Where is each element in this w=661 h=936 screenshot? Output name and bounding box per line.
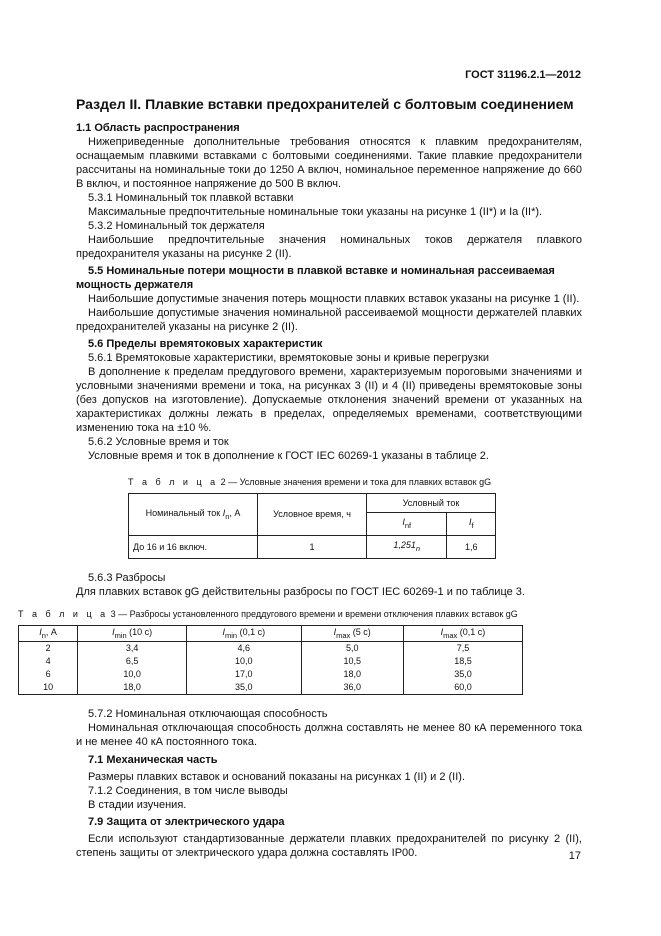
table-3-header-rest: (0,1 с) [237, 626, 266, 637]
table-3-caption-text: 3 — Разбросы установленного преддугового времени и времени отключения плавких вставок gG [110, 608, 518, 619]
table-3-header-symbol: I [112, 626, 115, 637]
table-3-cell: 4 [19, 655, 78, 668]
heading-5-6: 5.6 Пределы времятоковых характеристик [88, 338, 323, 350]
table-3 [18, 625, 523, 696]
table-3-cell: 18,0 [78, 681, 187, 695]
paragraph-5-5-b: Наибольшие допустимые значения номинальной рассеиваемой мощности держателей плавких предохранителей указаны на рисунке 2 (II). [76, 307, 582, 333]
page-number: 17 [568, 850, 581, 862]
table-3-header-cell [403, 625, 522, 642]
paragraph-5-6-2: Условные время и ток в дополнение к ГОСТ IEC 60269-1 указаны в таблице 2. [88, 450, 489, 462]
table-3-cell: 6,5 [78, 655, 187, 668]
table-3-body [19, 642, 523, 695]
paragraph-1-1: Нижеприведенные дополнительные требования относятся к плавким предохранителям, оснащаемым плавкими вставками с болтовыми соединениями. Такие плавкие предохранители рассчитаны на номинальные токи до 1250 А включ, номинальное переменное напряжение до 660 В включ, и постоянное напряжение до 500 В включ. [76, 136, 582, 190]
table-3-header-cell [78, 625, 187, 642]
table-2-header-inf [367, 513, 447, 536]
heading-5-6-3: 5.6.3 Разбросы [88, 571, 166, 584]
table-3-header-cell [19, 625, 78, 642]
paragraph-7-9: Если используют стандартизованные держатели плавких предохранителей по рисунку 2 (II), степень защиты от электрического удара должна составлять IP00. [76, 833, 582, 860]
table-2-header-if-symbol: I [468, 517, 472, 527]
paragraph-5-5-a: Наибольшие допустимые значения потерь мощности плавких вставок указаны на рисунке 1 (II). [88, 293, 580, 305]
table-2-header-current-unit: , А [229, 507, 241, 518]
table-3-cell: 35,0 [403, 668, 522, 681]
table-3-cell: 17,0 [187, 668, 301, 681]
table-3-header-cell [187, 625, 301, 642]
table-2-header-inf-symbol: I [402, 517, 405, 527]
table-2-header-if-sub: f [471, 520, 474, 530]
table-2-header-inf-sub: nf [404, 520, 412, 530]
table-2-header-current-label: Номинальный ток [145, 507, 221, 518]
table-3-header-symbol: I [440, 626, 444, 637]
table-3-header-sub: min [225, 630, 238, 640]
table-3-cell: 7,5 [403, 642, 522, 656]
heading-7-1: 7.1 Механическая часть [88, 754, 218, 767]
table-3-cell: 36,0 [301, 681, 403, 695]
table-3-cell: 18,0 [301, 668, 403, 681]
heading-7-9: 7.9 Защита от электрического удара [88, 816, 285, 829]
table-3-header-sub: max [443, 630, 458, 640]
table-3-header-rest: , А [45, 626, 57, 637]
heading-7-1-2: 7.1.2 Соединения, в том числе выводы [88, 785, 288, 798]
table-3-header-cell [301, 625, 403, 642]
table-2-cell-if: 1,6 [447, 535, 496, 558]
table-row [19, 668, 523, 681]
heading-5-6-1: 5.6.1 Времятоковые характеристики, времятоковые зоны и кривые перегрузки [88, 352, 490, 364]
table-3-cell: 60,0 [403, 681, 522, 695]
table-3-header-sub: n [41, 630, 46, 640]
table-2-caption [128, 475, 582, 489]
table-2-header-current-sub: n [225, 511, 230, 521]
heading-5-3-2: 5.3.2 Номинальный ток держателя [88, 220, 265, 232]
table-3-header-sub: max [336, 630, 351, 640]
paragraph-5-3-2: Наибольшие предпочтительные значения номинальных токов держателя плавкого предохранителя указаны на рисунке 2 (II). [76, 234, 582, 260]
table-3-header-symbol: I [39, 626, 42, 637]
table-3-cell: 10,0 [187, 655, 301, 668]
table-3-header-sub: min [114, 630, 127, 640]
table-3-cell: 35,0 [187, 681, 301, 695]
table-2 [128, 493, 496, 559]
table-3-header-rest: (0,1 с) [457, 626, 486, 637]
table-3-header-symbol: I [222, 626, 225, 637]
document-body [18, 118, 582, 860]
table-3-header-symbol: I [333, 626, 337, 637]
table-2-cell-inf [367, 535, 447, 558]
table-3-cell: 18,5 [403, 655, 522, 668]
paragraph-5-6-1: В дополнение к пределам преддугового времени, характеризуемым пороговыми значениями и условными значениями времени и тока, на рисунках 3 (II) и 4 (II) приведены времятоковые зоны (без допусков на изготовление). Допускаемые отклонения значений времени от указанных на характеристиках должны лежать в пределах, определяемых временами, соответствующими изменению тока на ±10 %. [76, 366, 582, 434]
table-3-header-rest: (5 с) [350, 626, 371, 637]
document-code: ГОСТ 31196.2.1—2012 [465, 69, 581, 81]
table-3-cell: 3,4 [78, 642, 187, 656]
table-row [19, 681, 523, 695]
table-3-caption-word: Т а б л и ц а [18, 608, 109, 619]
heading-5-5: 5.5 Номинальные потери мощности в плавкой вставке и номинальная рассеиваемая мощность держателя [76, 265, 555, 291]
table-2-caption-text: 2 — Условные значения времени и тока для плавких вставок gG [220, 477, 492, 487]
heading-1-1: 1.1 Область распространения [76, 122, 240, 134]
paragraph-5-7-2: Номинальная отключающая способность должна составлять не менее 80 кА переменного тока и не менее 40 кА постоянного тока. [76, 722, 582, 749]
table-2-header-time: Условное время, ч [258, 494, 367, 536]
paragraph-7-1-2: В стадии изучения. [88, 799, 187, 812]
table-3-caption [18, 607, 582, 621]
paragraph-5-6-3: Для плавких вставок gG действительны разбросы по ГОСТ IEC 60269-1 и по таблице 3. [76, 585, 525, 598]
heading-5-7-2: 5.7.2 Номинальная отключающая способность [88, 708, 328, 721]
table-3-cell: 10,5 [301, 655, 403, 668]
heading-5-3-1: 5.3.1 Номинальный ток плавкой вставки [88, 192, 294, 204]
table-row [19, 655, 523, 668]
section-title: Раздел II. Плавкие вставки предохранителей с болтовым соединением [76, 96, 574, 112]
table-2-cell-inf-value: 1,251 [393, 539, 416, 550]
table-2-header-current [129, 494, 258, 536]
table-3-cell: 6 [19, 668, 78, 681]
table-row [19, 642, 523, 656]
table-3-cell: 10 [19, 681, 78, 695]
table-3-header-rest: (10 с) [126, 626, 153, 637]
table-2-cell-inf-sub: n [415, 543, 421, 553]
table-2-cell-current: До 16 и 16 включ. [129, 535, 258, 558]
table-3-cell: 10,0 [78, 668, 187, 681]
heading-5-6-2: 5.6.2 Условные время и ток [88, 436, 229, 448]
table-2-cell-time: 1 [258, 535, 367, 558]
table-3-cell: 2 [19, 642, 78, 656]
paragraph-7-1: Размеры плавких вставок и оснований показаны на рисунках 1 (II) и 2 (II). [88, 771, 466, 784]
table-3-cell: 4,6 [187, 642, 301, 656]
paragraph-5-3-1: Максимальные предпочтительные номинальные токи указаны на рисунке 1 (II*) и Ia (II*). [88, 206, 543, 218]
table-2-header-current-symbol: I [222, 507, 226, 518]
table-2-caption-word: Т а б л и ц а [128, 477, 219, 487]
table-2-header-if [447, 513, 496, 536]
table-3-cell: 5,0 [301, 642, 403, 656]
table-2-header-conv-current: Условный ток [367, 494, 496, 513]
table-3-header-row [19, 625, 523, 642]
